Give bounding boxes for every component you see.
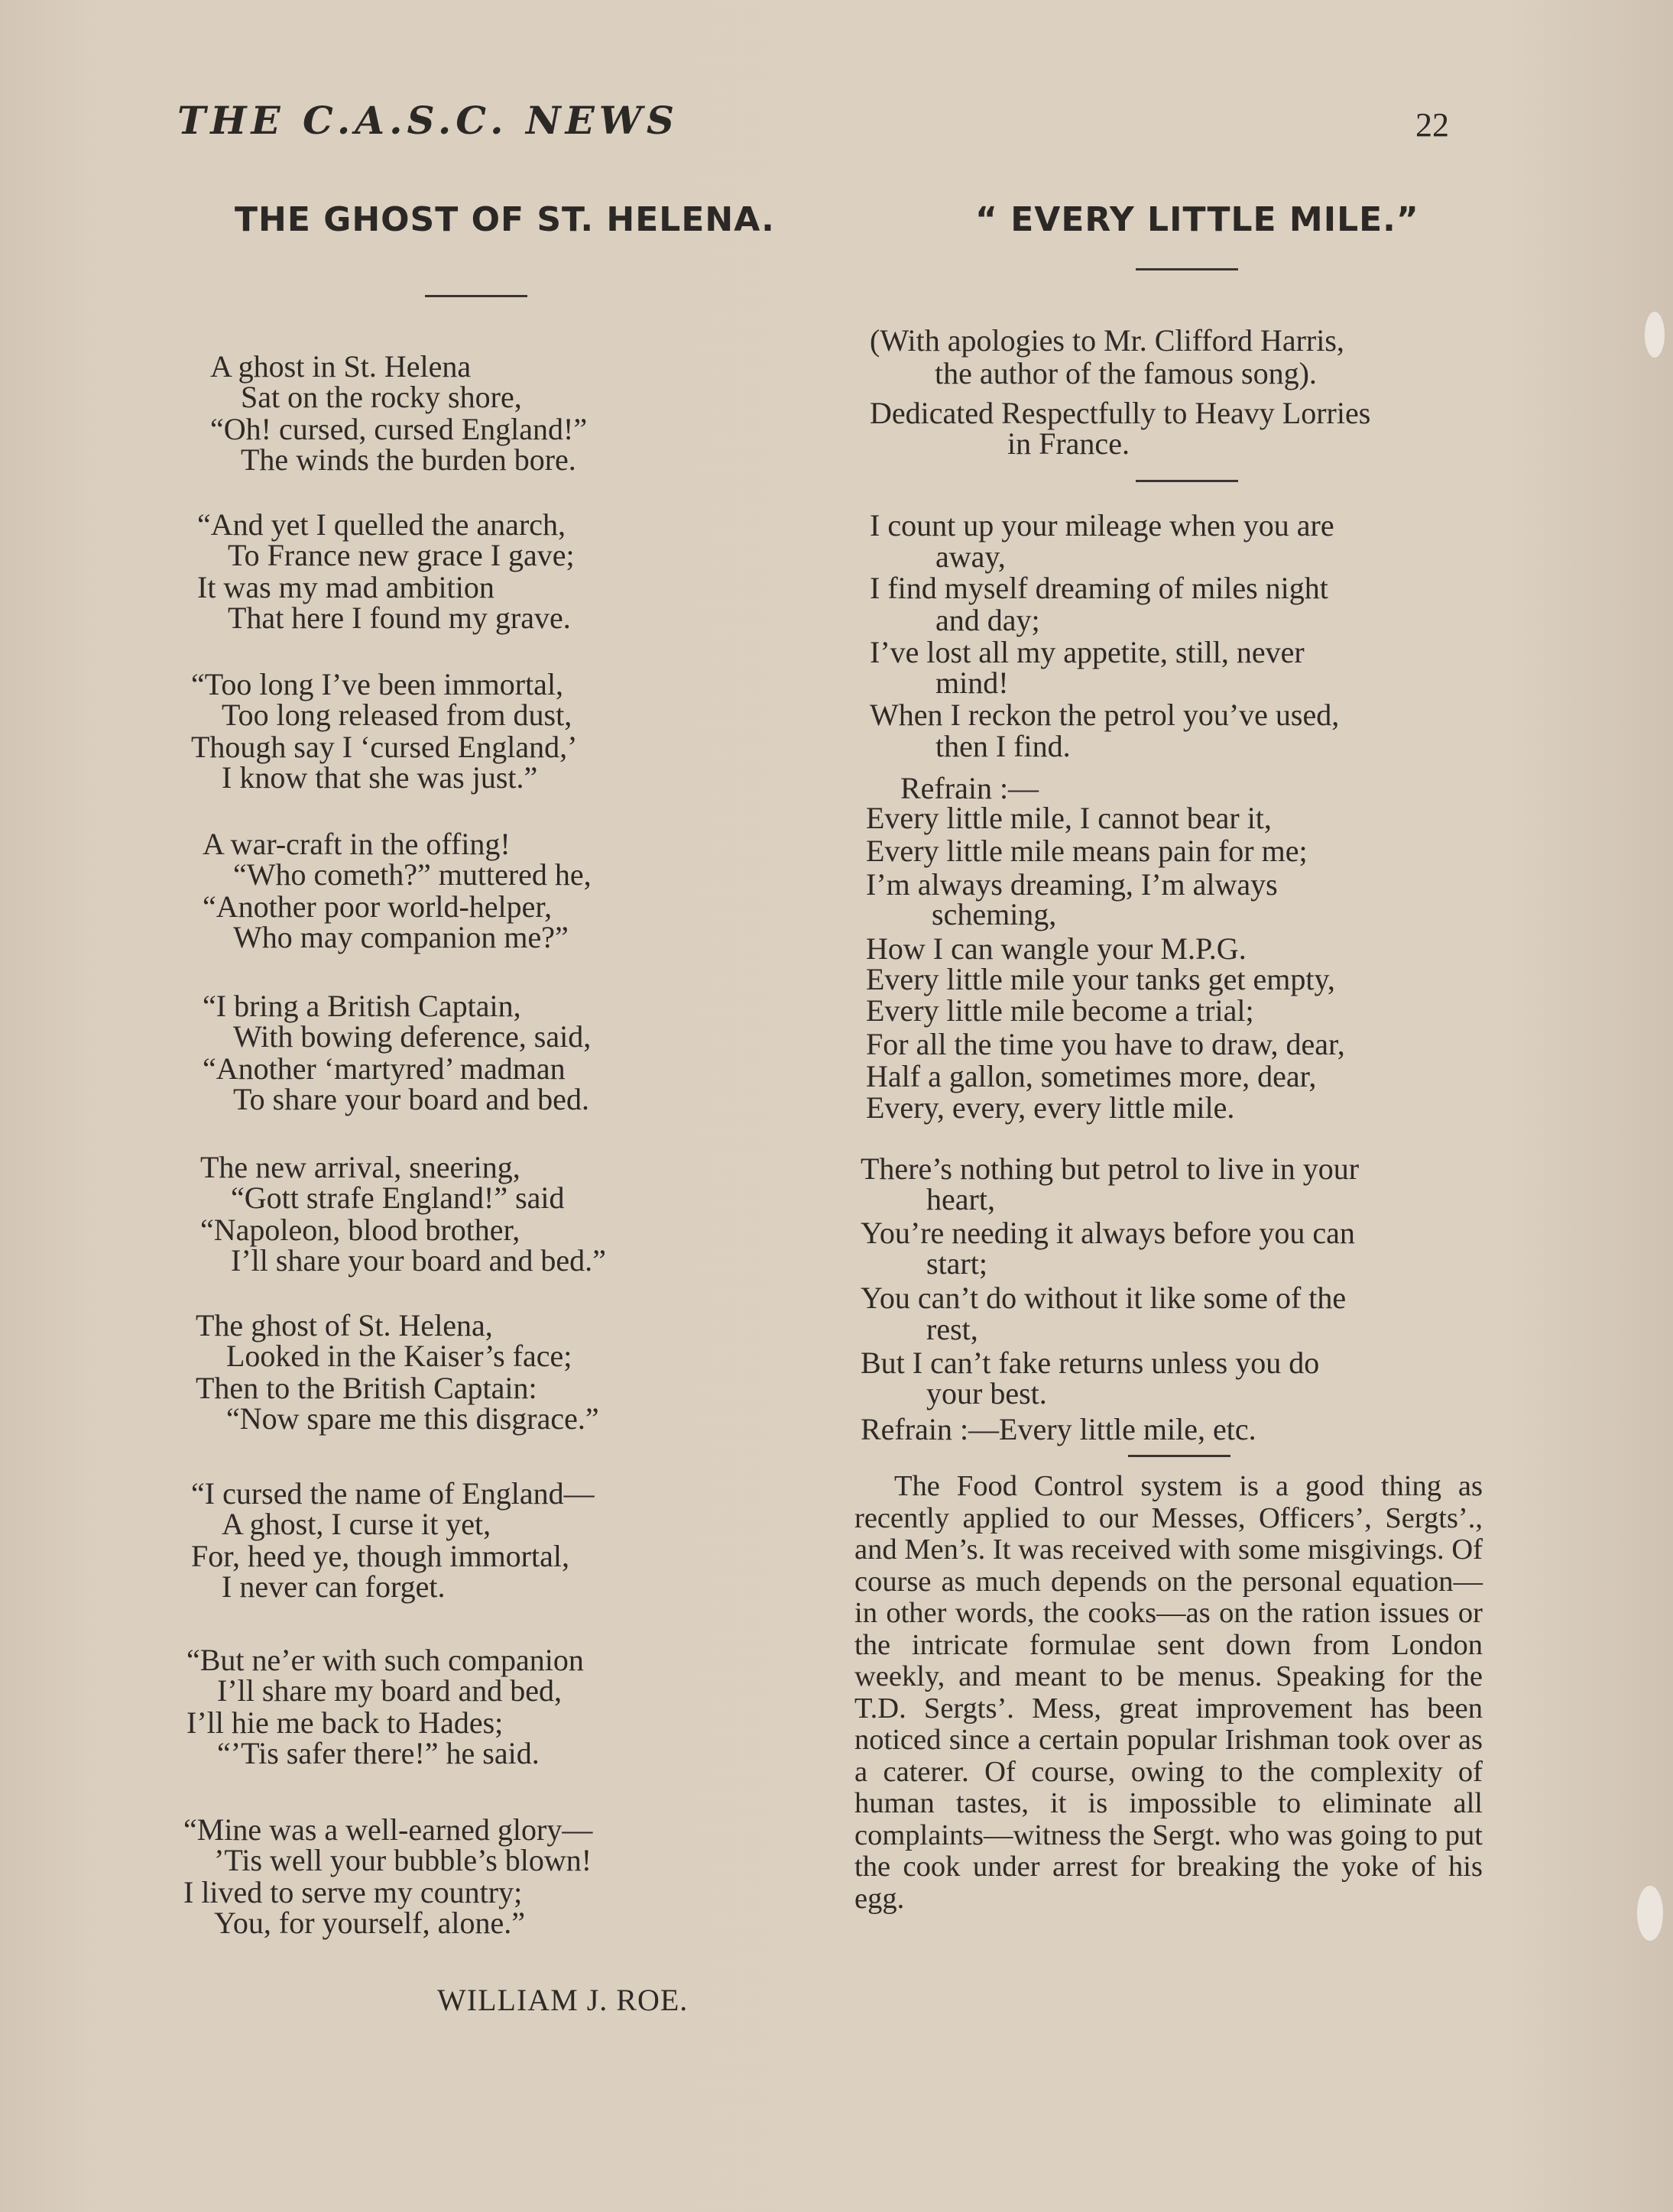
- poem-line: For, heed ye, though immortal,: [191, 1539, 569, 1573]
- song-line: your best.: [926, 1376, 1047, 1410]
- song-line: and day;: [935, 603, 1040, 637]
- song-line: heart,: [926, 1182, 995, 1216]
- refrain-reference: Refrain :—Every little mile, etc.: [861, 1412, 1256, 1446]
- poem-line: ’Tis well your bubble’s blown!: [214, 1843, 592, 1877]
- poem-line: I lived to serve my country;: [183, 1875, 523, 1909]
- poem-line: I’ll hie me back to Hades;: [186, 1705, 504, 1740]
- right-column-title: “ EVERY LITTLE MILE.”: [975, 200, 1419, 239]
- dedication-line-2: in France.: [1007, 426, 1130, 461]
- poem-line: “Who cometh?” muttered he,: [233, 857, 592, 892]
- song-line: But I can’t fake returns unless you do: [861, 1346, 1320, 1380]
- refrain-line: Every little mile become a trial;: [866, 993, 1254, 1028]
- poem-line: “Napoleon, blood brother,: [200, 1213, 520, 1247]
- page-tear-mark: [1637, 1886, 1663, 1941]
- poem-line: Then to the British Captain:: [196, 1371, 537, 1405]
- poem-line: Though say I ‘cursed England,’: [191, 730, 578, 764]
- poem-line: Who may companion me?”: [233, 920, 569, 954]
- poem-line: “And yet I quelled the anarch,: [197, 507, 566, 542]
- poem-line: “Another ‘martyred’ madman: [203, 1051, 566, 1086]
- poem-signature: WILLIAM J. ROE.: [437, 1983, 689, 2017]
- poem-line: With bowing deference, said,: [233, 1019, 592, 1054]
- poem-line: “Now spare me this disgrace.”: [226, 1401, 599, 1436]
- right-section-rule-2: [1128, 1455, 1230, 1457]
- apology-line-1: (With apologies to Mr. Clifford Harris,: [870, 323, 1344, 358]
- poem-line: That here I found my grave.: [228, 601, 571, 635]
- poem-line: A ghost, I curse it yet,: [222, 1507, 491, 1541]
- song-line: There’s nothing but petrol to live in your: [861, 1151, 1360, 1186]
- refrain-line: Every little mile your tanks get empty,: [866, 962, 1335, 996]
- poem-line: You, for yourself, alone.”: [214, 1906, 525, 1940]
- poem-line: I never can forget.: [222, 1569, 446, 1604]
- poem-line: A war-craft in the offing!: [203, 827, 511, 861]
- page-tear-mark: [1645, 312, 1665, 358]
- poem-line: “Gott strafe England!” said: [231, 1180, 565, 1215]
- poem-line: Too long released from dust,: [222, 698, 572, 732]
- refrain-line: Every, every, every little mile.: [866, 1090, 1235, 1125]
- poem-line: The winds the burden bore.: [241, 442, 576, 477]
- poem-line: “’Tis safer there!” he said.: [217, 1736, 540, 1770]
- song-line: start;: [926, 1246, 987, 1281]
- poem-line: It was my mad ambition: [197, 570, 494, 604]
- masthead: THE C.A.S.C. NEWS: [177, 98, 679, 143]
- poem-line: Sat on the rocky shore,: [241, 380, 522, 414]
- apology-line-2: the author of the famous song).: [935, 356, 1317, 390]
- poem-line: Looked in the Kaiser’s face;: [226, 1339, 572, 1373]
- song-line: You’re needing it always before you can: [861, 1216, 1355, 1250]
- poem-line: “Mine was a well-earned glory—: [183, 1812, 593, 1847]
- refrain-line: scheming,: [932, 897, 1057, 931]
- poem-line: “I cursed the name of England—: [191, 1476, 595, 1511]
- poem-line: I’ll share my board and bed,: [217, 1673, 562, 1708]
- poem-line: To share your board and bed.: [233, 1082, 589, 1116]
- poem-line: “Another poor world-helper,: [203, 889, 553, 924]
- song-line: I’ve lost all my appetite, still, never: [870, 635, 1305, 669]
- refrain-line: For all the time you have to draw, dear,: [866, 1027, 1345, 1061]
- poem-line: I know that she was just.”: [222, 760, 538, 795]
- song-line: I find myself dreaming of miles night: [870, 571, 1328, 605]
- refrain-line: How I can wangle your M.P.G.: [866, 931, 1247, 966]
- refrain-line: Half a gallon, sometimes more, dear,: [866, 1059, 1317, 1093]
- poem-line: A ghost in St. Helena: [210, 349, 472, 384]
- poem-line: The ghost of St. Helena,: [196, 1308, 493, 1342]
- poem-line: The new arrival, sneering,: [200, 1150, 520, 1184]
- song-line: I count up your mileage when you are: [870, 508, 1334, 542]
- food-control-article: The Food Control system is a good thing as recently applied to our Messes, Officers’, Sergts’., and Men’s. It was received with some misgivings. Of course as much depends on the personal equation—in other words, the cooks—as on the ration issues or the intricate formulae sent down from London weekly, and meant to be menus. Speaking for the T.D. Sergts’. Mess, great improvement has been noticed since a certain popular Irishman took over as a caterer. Of course, owing to the complexity of human tastes, it is impossible to eliminate all complaints—witness the Sergt. who was going to put the cook under arrest for breaking the yoke of his egg.: [854, 1470, 1483, 1915]
- song-line: You can’t do without it like some of the: [861, 1281, 1347, 1315]
- poem-line: “Oh! cursed, cursed England!”: [210, 412, 588, 446]
- song-line: away,: [935, 539, 1006, 574]
- refrain-label: Refrain :—: [900, 771, 1039, 805]
- left-title-rule: [425, 295, 527, 297]
- dedication-line-1: Dedicated Respectfully to Heavy Lorries: [870, 396, 1371, 430]
- song-line: When I reckon the petrol you’ve used,: [870, 698, 1340, 732]
- page-number: 22: [1415, 106, 1449, 144]
- refrain-line: Every little mile, I cannot bear it,: [866, 801, 1272, 835]
- song-line: rest,: [926, 1312, 978, 1346]
- song-line: mind!: [935, 666, 1009, 700]
- song-line: then I find.: [935, 729, 1071, 763]
- refrain-line: Every little mile means pain for me;: [866, 834, 1308, 868]
- poem-line: I’ll share your board and bed.”: [231, 1243, 606, 1278]
- right-section-rule-1: [1136, 480, 1238, 482]
- right-title-rule: [1136, 268, 1238, 270]
- refrain-line: I’m always dreaming, I’m always: [866, 867, 1278, 902]
- poem-line: “But ne’er with such companion: [186, 1643, 584, 1677]
- poem-line: To France new grace I gave;: [228, 538, 575, 572]
- poem-line: “I bring a British Captain,: [203, 989, 521, 1023]
- poem-line: “Too long I’ve been immortal,: [191, 667, 564, 701]
- left-column-title: THE GHOST OF ST. HELENA.: [235, 200, 775, 239]
